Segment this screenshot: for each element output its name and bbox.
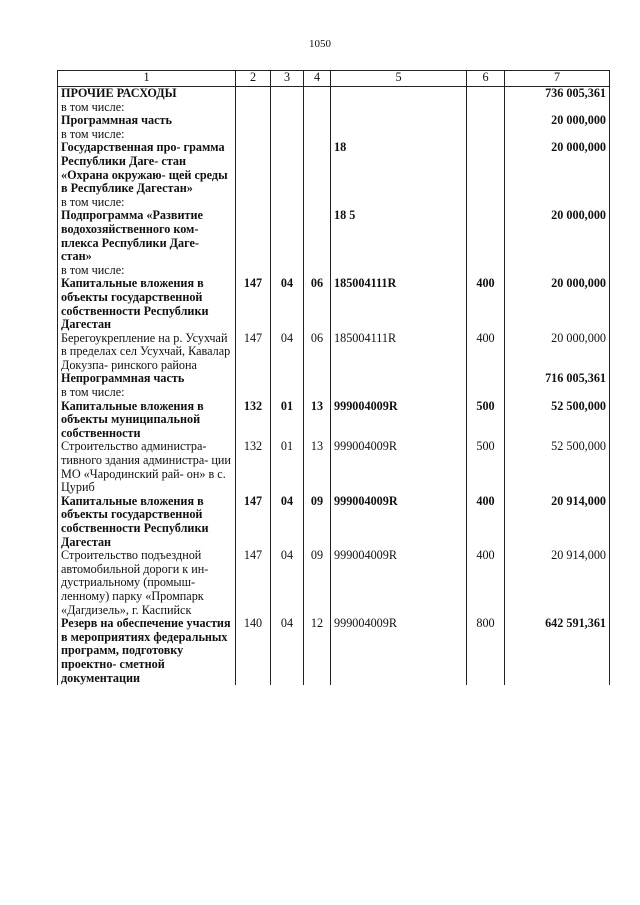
- row-code-ministry: [236, 386, 271, 400]
- row-code-expense-type: 400: [467, 332, 505, 373]
- col-header-5: 5: [331, 71, 467, 87]
- row-code-subsection: [304, 372, 331, 386]
- row-code-target: 18 5: [331, 209, 467, 263]
- table-row: [58, 495, 610, 549]
- row-name: Государственная про- грамма Республики Даге- стан «Охрана окружаю- щей среды в Республике Дагестан»: [58, 141, 236, 195]
- row-code-expense-type: 800: [467, 617, 505, 685]
- row-name: ПРОЧИЕ РАСХОДЫ: [58, 87, 236, 101]
- table-row: [58, 101, 610, 115]
- row-code-section: 04: [271, 617, 304, 685]
- row-amount: [505, 128, 610, 142]
- row-code-subsection: 06: [304, 277, 331, 331]
- row-code-ministry: [236, 264, 271, 278]
- col-header-1: 1: [58, 71, 236, 87]
- row-code-subsection: 13: [304, 400, 331, 441]
- row-code-section: 04: [271, 277, 304, 331]
- row-code-ministry: [236, 128, 271, 142]
- table-row: [58, 87, 610, 101]
- row-code-target: [331, 87, 467, 101]
- row-code-ministry: [236, 87, 271, 101]
- row-name: Программная часть: [58, 114, 236, 128]
- row-code-subsection: [304, 87, 331, 101]
- row-code-expense-type: [467, 114, 505, 128]
- row-code-subsection: [304, 128, 331, 142]
- table-row: [58, 209, 610, 263]
- row-code-target: [331, 114, 467, 128]
- row-amount: 20 000,000: [505, 209, 610, 263]
- row-name: в том числе:: [58, 101, 236, 115]
- row-code-subsection: 09: [304, 549, 331, 617]
- row-amount: [505, 196, 610, 210]
- row-code-subsection: 09: [304, 495, 331, 549]
- row-code-expense-type: 500: [467, 440, 505, 494]
- row-amount: [505, 264, 610, 278]
- row-code-target: 999004009R: [331, 440, 467, 494]
- row-code-ministry: 132: [236, 440, 271, 494]
- row-amount: [505, 101, 610, 115]
- header-row: [58, 71, 610, 87]
- row-code-section: [271, 386, 304, 400]
- table-row: [58, 400, 610, 441]
- row-code-target: 999004009R: [331, 400, 467, 441]
- row-code-expense-type: [467, 141, 505, 195]
- row-code-expense-type: 500: [467, 400, 505, 441]
- row-code-subsection: [304, 196, 331, 210]
- row-amount: 20 000,000: [505, 141, 610, 195]
- row-code-expense-type: [467, 128, 505, 142]
- row-code-expense-type: [467, 101, 505, 115]
- row-code-section: [271, 101, 304, 115]
- table-row: [58, 128, 610, 142]
- row-code-section: 04: [271, 332, 304, 373]
- row-code-target: 999004009R: [331, 549, 467, 617]
- row-name: в том числе:: [58, 264, 236, 278]
- row-code-target: [331, 196, 467, 210]
- row-code-section: 01: [271, 400, 304, 441]
- row-code-ministry: 147: [236, 332, 271, 373]
- table-row: [58, 264, 610, 278]
- row-code-expense-type: 400: [467, 277, 505, 331]
- row-name: в том числе:: [58, 196, 236, 210]
- row-name: в том числе:: [58, 386, 236, 400]
- row-code-section: [271, 87, 304, 101]
- row-amount: 52 500,000: [505, 400, 610, 441]
- row-amount: 736 005,361: [505, 87, 610, 101]
- row-name: Резерв на обеспечение участия в мероприятиях федеральных программ, подготовку проектно- сметной документации: [58, 617, 236, 685]
- row-amount: 20 000,000: [505, 277, 610, 331]
- table-row: [58, 114, 610, 128]
- row-code-target: [331, 264, 467, 278]
- row-code-subsection: [304, 264, 331, 278]
- row-name: Подпрограмма «Развитие водохозяйственного ком- плекса Республики Даге- стан»: [58, 209, 236, 263]
- row-code-ministry: 147: [236, 277, 271, 331]
- row-code-section: [271, 209, 304, 263]
- row-amount: 642 591,361: [505, 617, 610, 685]
- row-code-target: [331, 386, 467, 400]
- row-code-ministry: [236, 141, 271, 195]
- row-code-target: [331, 101, 467, 115]
- col-header-7: 7: [505, 71, 610, 87]
- row-code-section: 04: [271, 495, 304, 549]
- row-code-subsection: 12: [304, 617, 331, 685]
- table-row: [58, 440, 610, 494]
- row-code-expense-type: [467, 87, 505, 101]
- row-name: Строительство администра- тивного здания администра- ции МО «Чародинский рай- он» в с. Цуриб: [58, 440, 236, 494]
- row-code-ministry: 147: [236, 549, 271, 617]
- table-row: [58, 332, 610, 373]
- row-name: Берегоукрепление на р. Усухчай в пределах сел Усухчай, Кавалар Докузпа- ринского района: [58, 332, 236, 373]
- budget-table: [57, 70, 610, 685]
- row-name: в том числе:: [58, 128, 236, 142]
- row-amount: [505, 386, 610, 400]
- row-code-expense-type: 400: [467, 495, 505, 549]
- row-code-subsection: [304, 386, 331, 400]
- col-header-4: 4: [304, 71, 331, 87]
- table-row: [58, 141, 610, 195]
- row-code-section: [271, 128, 304, 142]
- table-row: [58, 372, 610, 386]
- row-amount: 20 914,000: [505, 549, 610, 617]
- row-code-expense-type: [467, 264, 505, 278]
- row-code-ministry: [236, 101, 271, 115]
- table-row: [58, 277, 610, 331]
- row-code-subsection: 06: [304, 332, 331, 373]
- table-row: [58, 386, 610, 400]
- row-code-target: 999004009R: [331, 495, 467, 549]
- row-code-ministry: [236, 209, 271, 263]
- row-code-target: 18: [331, 141, 467, 195]
- row-code-expense-type: [467, 386, 505, 400]
- row-amount: 52 500,000: [505, 440, 610, 494]
- row-code-expense-type: [467, 209, 505, 263]
- row-code-expense-type: [467, 372, 505, 386]
- row-code-ministry: [236, 372, 271, 386]
- row-code-target: 185004111R: [331, 332, 467, 373]
- row-code-section: [271, 264, 304, 278]
- table-row: [58, 196, 610, 210]
- row-code-ministry: 132: [236, 400, 271, 441]
- row-code-subsection: [304, 141, 331, 195]
- row-code-section: 01: [271, 440, 304, 494]
- row-code-target: 185004111R: [331, 277, 467, 331]
- row-name: Капитальные вложения в объекты государственной собственности Республики Дагестан: [58, 277, 236, 331]
- row-code-section: [271, 372, 304, 386]
- row-code-subsection: [304, 209, 331, 263]
- row-code-target: [331, 128, 467, 142]
- row-code-section: [271, 196, 304, 210]
- row-code-ministry: 140: [236, 617, 271, 685]
- table-row: [58, 549, 610, 617]
- row-code-ministry: 147: [236, 495, 271, 549]
- row-name: Капитальные вложения в объекты муниципальной собственности: [58, 400, 236, 441]
- col-header-2: 2: [236, 71, 271, 87]
- row-name: Непрограммная часть: [58, 372, 236, 386]
- row-code-target: 999004009R: [331, 617, 467, 685]
- row-amount: 20 000,000: [505, 332, 610, 373]
- row-name: Капитальные вложения в объекты государственной собственности Республики Дагестан: [58, 495, 236, 549]
- row-code-expense-type: [467, 196, 505, 210]
- col-header-6: 6: [467, 71, 505, 87]
- page-number: 1050: [309, 38, 331, 50]
- row-amount: 20 000,000: [505, 114, 610, 128]
- row-amount: 716 005,361: [505, 372, 610, 386]
- row-code-subsection: 13: [304, 440, 331, 494]
- row-name: Строительство подъездной автомобильной дороги к ин- дустриальному (промыш- ленному) парку «Промпарк «Дагдизель», г. Каспийск: [58, 549, 236, 617]
- row-code-target: [331, 372, 467, 386]
- col-header-3: 3: [271, 71, 304, 87]
- row-code-subsection: [304, 101, 331, 115]
- row-code-ministry: [236, 196, 271, 210]
- table-row: [58, 617, 610, 685]
- row-code-subsection: [304, 114, 331, 128]
- row-code-section: [271, 114, 304, 128]
- row-code-section: [271, 141, 304, 195]
- row-code-ministry: [236, 114, 271, 128]
- row-code-section: 04: [271, 549, 304, 617]
- row-code-expense-type: 400: [467, 549, 505, 617]
- row-amount: 20 914,000: [505, 495, 610, 549]
